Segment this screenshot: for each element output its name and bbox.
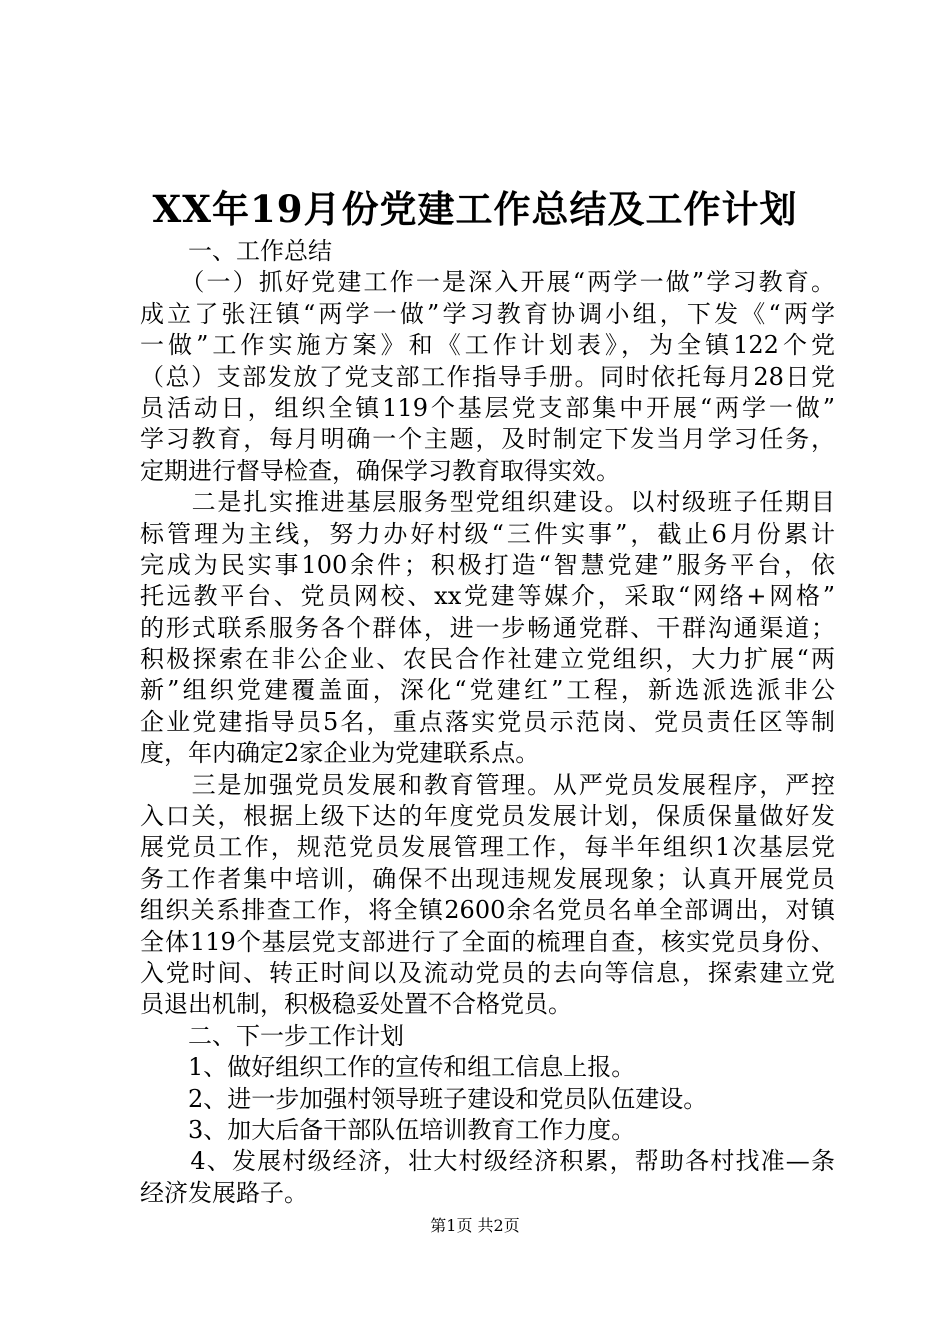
body-line: 定期进行督导检查，确保学习教育取得实效。	[140, 456, 620, 485]
body-line: 成立了张汪镇“两学一做”学习教育协调小组，下发《“两学	[140, 299, 835, 328]
body-line: 三是加强党员发展和教育管理。从严党员发展程序，严控	[140, 770, 835, 799]
section-heading: 二、下一步工作计划	[140, 1021, 404, 1050]
body-line: 的形式联系服务各个群体，进一步畅通党群、干群沟通渠道；	[140, 613, 835, 642]
body-line: 全体119个基层党支部进行了全面的梳理自查，核实党员身份、	[140, 927, 835, 956]
body-line: 组织关系排查工作，将全镇2600余名党员名单全部调出，对镇	[140, 896, 835, 925]
plan-item: 3、加大后备干部队伍培训教育工作力度。	[140, 1115, 636, 1144]
body-line: 二是扎实推进基层服务型党组织建设。以村级班子任期目	[140, 488, 835, 517]
plan-item: 经济发展路子。	[140, 1178, 308, 1207]
plan-item: 4、发展村级经济，壮大村级经济积累，帮助各村找准—条	[140, 1147, 835, 1176]
body-line: 积极探索在非公企业、农民合作社建立党组织，大力扩展“两	[140, 645, 835, 674]
body-line: 度，年内确定2家企业为党建联系点。	[140, 739, 540, 768]
body-line: 员退出机制，积极稳妥处置不合格党员。	[140, 990, 572, 1019]
body-line: 企业党建指导员5名，重点落实党员示范岗、党员责任区等制	[140, 707, 835, 736]
body-line: 展党员工作，规范党员发展管理工作，每半年组织1次基层党	[140, 833, 835, 862]
body-line: 务工作者集中培训，确保不出现违规发展现象；认真开展党员	[140, 864, 835, 893]
page-number-footer: 第1页 共2页	[430, 1216, 520, 1235]
body-line: （一）抓好党建工作一是深入开展“两学一做”学习教育。	[140, 268, 835, 297]
document-title: XX年19月份党建工作总结及工作计划	[152, 187, 798, 231]
body-line: 入口关，根据上级下达的年度党员发展计划，保质保量做好发	[140, 802, 835, 831]
plan-item: 2、进一步加强村领导班子建设和党员队伍建设。	[140, 1084, 708, 1113]
body-line: 一做”工作实施方案》和《工作计划表》，为全镇122个党	[140, 331, 835, 360]
body-line: （总）支部发放了党支部工作指导手册。同时依托每月28日党	[140, 362, 835, 391]
body-line: 新”组织党建覆盖面，深化“党建红”工程，新选派选派非公	[140, 676, 835, 705]
body-line: 一、工作总结	[140, 237, 332, 265]
plan-item: 1、做好组织工作的宣传和组工信息上报。	[140, 1053, 636, 1082]
body-line: 入党时间、转正时间以及流动党员的去向等信息，探索建立党	[140, 958, 835, 987]
body-line: 标管理为主线，努力办好村级“三件实事”，截止6月份累计	[140, 519, 835, 548]
document-body	[140, 236, 835, 1209]
body-line: 托远教平台、党员网校、xx党建等媒介，采取“网络+网格”	[140, 582, 835, 611]
body-line: 完成为民实事100余件；积极打造“智慧党建”服务平台，依	[140, 550, 835, 579]
body-line: 员活动日，组织全镇119个基层党支部集中开展“两学一做”	[140, 393, 835, 422]
body-line: 学习教育，每月明确一个主题，及时制定下发当月学习任务，	[140, 425, 835, 454]
